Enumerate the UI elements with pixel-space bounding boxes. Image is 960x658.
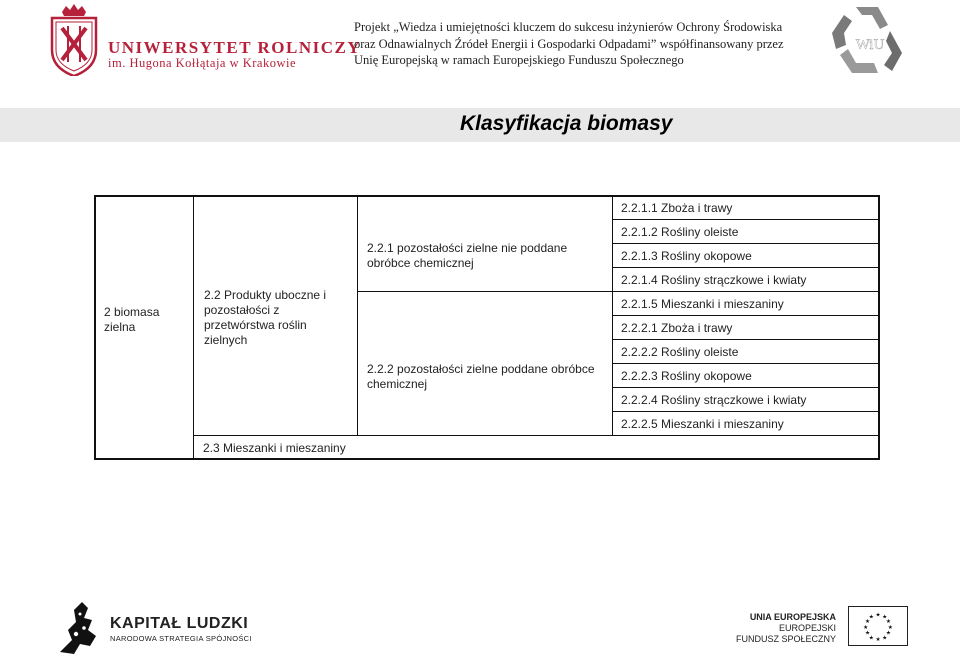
recycle-wiu-icon: [826, 3, 912, 79]
page-title: Klasyfikacja biomasy: [460, 112, 673, 135]
leaf-2-2-1-1: 2.2.1.1 Zboża i trawy: [621, 201, 733, 215]
university-logo: [50, 4, 362, 76]
leaf-2-2-1-4: 2.2.1.4 Rośliny strączkowe i kwiaty: [621, 273, 807, 287]
cell-pozostalosci-nie-poddane: 2.2.1 pozostałości zielne nie poddane obróbce chemicznej: [367, 241, 568, 270]
leaf-2-2-1-3: 2.2.1.3 Rośliny okopowe: [621, 249, 752, 263]
svg-text:★: ★: [882, 635, 888, 642]
project-line-3: Unię Europejską w ramach Europejskiego Funduszu Społecznego: [354, 53, 684, 67]
university-name: UNIWERSYTET ROLNICZY: [108, 38, 362, 57]
cell-mieszanki: 2.3 Mieszanki i mieszaniny: [203, 441, 346, 455]
eu-text: [736, 612, 836, 645]
kapital-ludzki-icon: [58, 600, 102, 656]
cell-biomasa-zielna: 2 biomasa zielna: [104, 305, 160, 334]
classification-table: [94, 195, 880, 460]
leaf-2-2-1-2: 2.2.1.2 Rośliny oleiste: [621, 225, 739, 239]
eu-logo: [735, 606, 908, 650]
eu-line-1: UNIA EUROPEJSKA: [749, 612, 836, 622]
university-crest-icon: [50, 4, 98, 76]
cell-produkty-uboczne: 2.2 Produkty uboczne i pozostałości z przetwórstwa roślin zielnych: [204, 288, 327, 347]
leaf-2-2-2-5: 2.2.2.5 Mieszanki i mieszaniny: [621, 417, 784, 431]
eu-flag-icon: [848, 606, 908, 646]
leaf-2-2-2-2: 2.2.2.2 Rośliny oleiste: [621, 345, 739, 359]
project-line-1: Projekt „Wiedza i umiejętności kluczem do sukcesu inżynierów Ochrony Środowiska: [354, 20, 783, 34]
eu-line-2: EUROPEJSKI: [778, 623, 836, 633]
svg-text:★: ★: [887, 624, 893, 631]
kapital-ludzki-title: KAPITAŁ LUDZKI: [110, 615, 249, 632]
wiu-logo-text: WiU: [855, 37, 885, 53]
cell-pozostalosci-poddane: 2.2.2 pozostałości zielne poddane obróbce chemicznej: [367, 362, 595, 391]
project-description: [354, 19, 814, 69]
svg-text:★: ★: [863, 624, 869, 631]
svg-text:★: ★: [868, 635, 874, 642]
svg-text:★: ★: [875, 612, 881, 619]
eu-line-3: FUNDUSZ SPOŁECZNY: [735, 634, 836, 644]
university-subtitle: im. Hugona Kołłątaja w Krakowie: [108, 56, 297, 70]
svg-text:★: ★: [875, 637, 881, 644]
svg-text:★: ★: [868, 614, 874, 621]
svg-text:★: ★: [864, 619, 871, 626]
leaf-2-2-2-1: 2.2.2.1 Zboża i trawy: [621, 321, 733, 335]
svg-text:★: ★: [885, 619, 892, 626]
project-line-2: oraz Odnawialnych Źródeł Energii i Gospodarki Odpadami” współfinansowany przez: [354, 36, 784, 51]
kapital-ludzki-logo: [58, 600, 252, 656]
svg-text:★: ★: [864, 630, 871, 637]
svg-text:★: ★: [885, 630, 892, 637]
svg-text:★: ★: [882, 614, 888, 621]
leaf-2-2-2-4: 2.2.2.4 Rośliny strączkowe i kwiaty: [621, 393, 807, 407]
kapital-ludzki-subtitle: NARODOWA STRATEGIA SPÓJNOŚCI: [110, 634, 252, 643]
leaf-2-2-1-5: 2.2.1.5 Mieszanki i mieszaniny: [621, 297, 784, 311]
leaf-2-2-2-3: 2.2.2.3 Rośliny okopowe: [621, 369, 752, 383]
